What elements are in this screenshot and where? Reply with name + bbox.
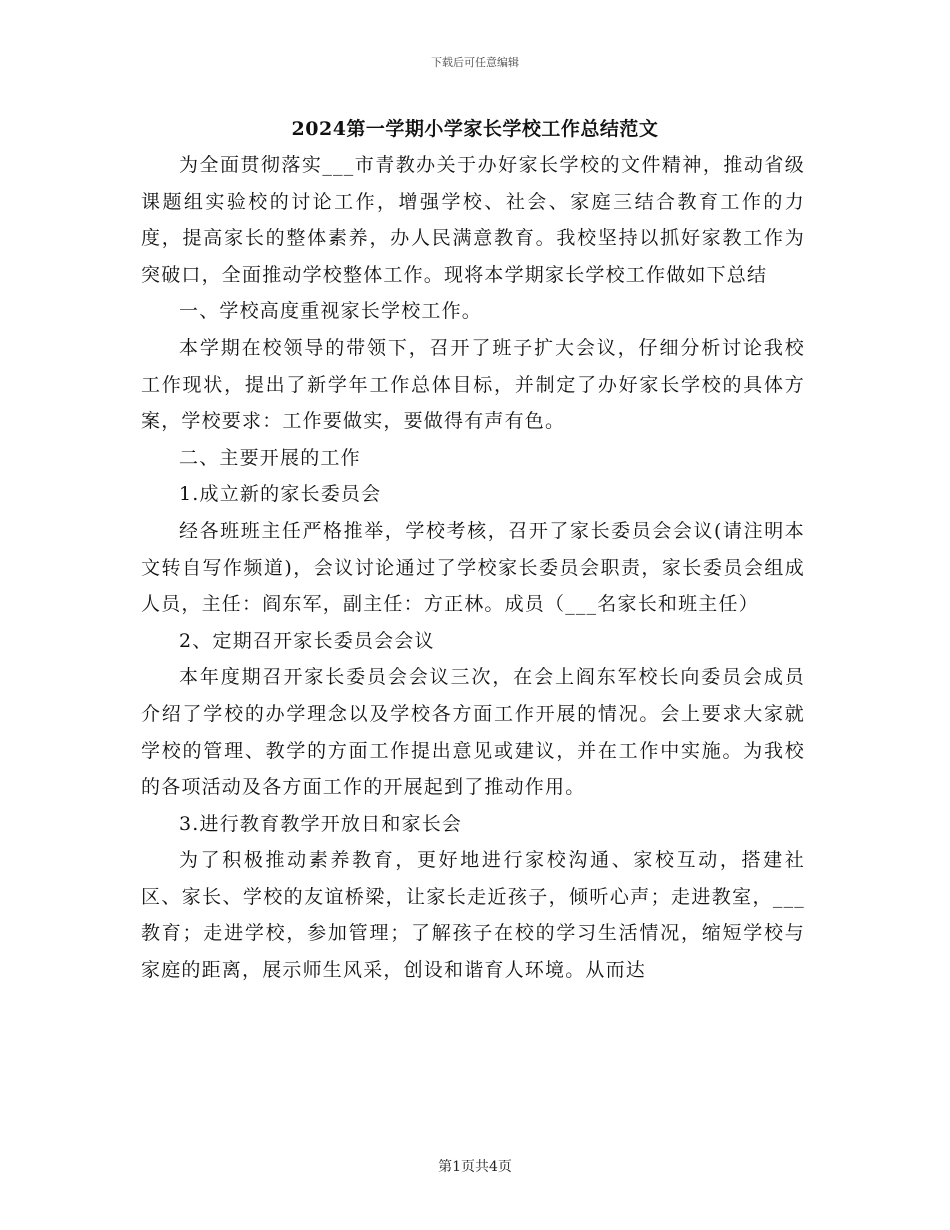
paragraph: 经各班班主任严格推举，学校考核，召开了家长委员会会议(请注明本文转自写作频道)，会议讨论通过了学校家长委员会职责，家长委员会组成人员，主任：阎东军，副主任：方正林。成员（___名家长和班主任） bbox=[141, 519, 805, 616]
section-heading-2: 二、主要开展的工作 bbox=[179, 446, 361, 469]
subsection-heading: 2、定期召开家长委员会会议 bbox=[179, 629, 435, 652]
document-title: 2024第一学期小学家长学校工作总结范文 bbox=[291, 118, 659, 140]
paragraph: 本年度期召开家长委员会会议三次，在会上阎东军校长向委员会成员介绍了学校的办学理念以及学校各方面工作开展的情况。会上要求大家就学校的管理、教学的方面工作提出意见或建议，并在工作中实施。为我校的各项活动及各方面工作的开展起到了推动作用。 bbox=[141, 666, 805, 799]
download-note: 下载后可任意编辑 bbox=[431, 56, 519, 69]
paragraph: 为了积极推动素养教育，更好地进行家校沟通、家校互动，搭建社区、家长、学校的友谊桥梁，让家长走近孩子，倾听心声；走进教室，___教育；走进学校，参加管理；了解孩子在校的学习生活情况，缩短学校与家庭的距离，展示师生风采，创设和谐育人环境。从而达 bbox=[141, 849, 805, 982]
section-heading-1: 一、学校高度重视家长学校工作。 bbox=[179, 300, 483, 323]
paragraph: 本学期在校领导的带领下，召开了班子扩大会议，仔细分析讨论我校工作现状，提出了新学年工作总体目标，并制定了办好家长学校的具体方案，学校要求：工作要做实，要做得有声有色。 bbox=[141, 336, 805, 433]
subsection-heading: 3.进行教育教学开放日和家长会 bbox=[179, 812, 463, 835]
paragraph-intro: 为全面贯彻落实___市青教办关于办好家长学校的文件精神，推动省级课题组实验校的讨论工作，增强学校、社会、家庭三结合教育工作的力度，提高家长的整体素养，办人民满意教育。我校坚持以抓好家教工作为突破口，全面推动学校整体工作。现将本学期家长学校工作做如下总结 bbox=[141, 154, 805, 286]
page-number: 第1页共4页 bbox=[438, 1159, 512, 1175]
subsection-heading: 1.成立新的家长委员会 bbox=[179, 483, 382, 506]
document-body bbox=[141, 147, 805, 989]
